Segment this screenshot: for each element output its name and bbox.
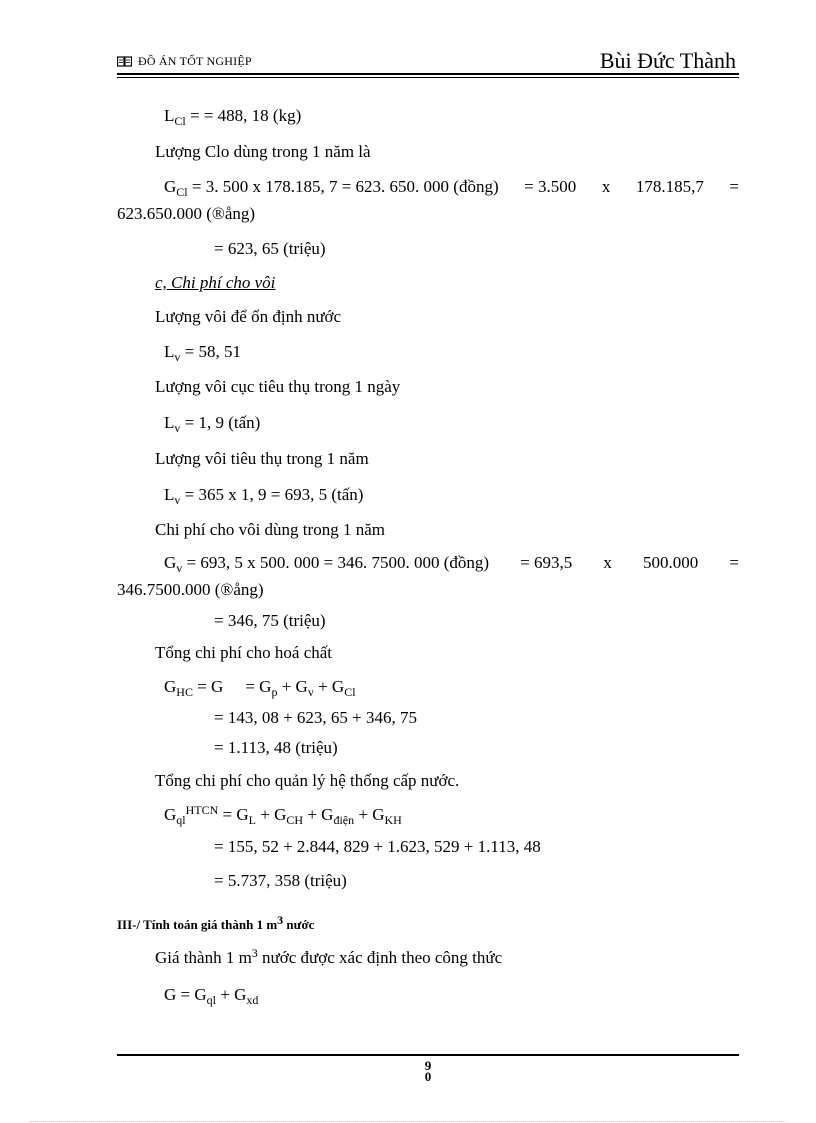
chi-phi-voi-text: Chi phí cho vôi dùng trong 1 năm [155, 520, 385, 539]
gcl-alt-2: x [601, 177, 611, 196]
page-edge [30, 1121, 786, 1122]
footer-rule [117, 1054, 739, 1056]
gcl-result: = 623, 65 (triệu) [214, 239, 326, 258]
section-iii-formula: $G = G_{ql} + G_{xd}$ [164, 985, 259, 1007]
lcl-line: $L_{Cl}$ = = 488, 18 (kg) [164, 106, 302, 128]
gv-continuation: 346.7500.000 (®ång) [117, 580, 264, 599]
ghc-result: = 1.113, 48 (triệu) [214, 738, 338, 757]
voi-ngay-text: Lượng vôi cục tiêu thụ trong 1 ngày [155, 377, 401, 396]
page-number: 9 0 [424, 1058, 432, 1084]
gv-alt-1: = 693,5 [520, 553, 573, 572]
gcl-formula: $G_{Cl} = 3$. 500 x 178.185, 7 = 623. 650. 000 (đồng) [164, 177, 499, 199]
tong-ql-text: Tổng chi phí cho quản lý hệ thống cấp nước. [155, 771, 460, 790]
gql-sum: = 155, 52 + 2.844, 829 + 1.623, 529 + 1.113, 48 [214, 837, 541, 856]
lv2-line: $L_v = 1$, 9 (tấn) [164, 413, 261, 435]
gv-alt-4: = [729, 553, 739, 572]
gv-result: = 346, 75 (triệu) [214, 611, 326, 630]
gv-formula: $G_v = 693$, 5 x 500. 000 = 346. 7500. 000 (đồng) [164, 553, 490, 575]
lv3-line: $L_v = 365$ x 1, 9 = 693, 5 (tấn) [164, 485, 364, 507]
lv1-line: $L_v = 58$, 51 [164, 342, 241, 364]
header-rule [117, 73, 739, 75]
gql-formula: $G_{ql}^{HTCN} = G_L + G_{CH} + G_{điện} + G_{KH}$ [164, 803, 402, 827]
header-rule-thin [117, 77, 739, 78]
section-iii-title: III-/ Tính toán giá thành 1 $m^3$ nước [117, 913, 315, 932]
clo-year-text: Lượng Clo dùng trong 1 năm là [155, 142, 371, 161]
gv-alt-3: 500.000 [643, 553, 699, 572]
section-iii-intro: Giá thành 1 $m^3$ nước được xác định theo công thức [155, 946, 503, 967]
header-title: ĐỒ ÁN TỐT NGHIỆP [138, 54, 252, 68]
ghc-formula: $G_{HC} = G = G_p + G_v + G_{Cl}$ [164, 677, 356, 699]
gql-result: = 5.737, 358 (triệu) [214, 871, 347, 890]
gcl-alt-3: 178.185,7 [635, 177, 704, 196]
gv-alt-2: x [603, 553, 612, 572]
gcl-continuation: 623.650.000 (®ång) [117, 204, 256, 223]
header-left [117, 54, 252, 69]
gv-row [164, 553, 739, 573]
author-name: Bùi Đức Thành [599, 48, 736, 73]
voi-nam-text: Lượng vôi tiêu thụ trong 1 năm [155, 449, 369, 468]
gcl-alt-4: = [729, 177, 739, 196]
gcl-alt-1: = 3.500 [524, 177, 577, 196]
tong-hoa-chat-text: Tổng chi phí cho hoá chất [155, 643, 333, 662]
book-icon [117, 56, 132, 67]
gcl-row [164, 177, 739, 197]
section-c-heading: c, Chi phí cho vôi [155, 273, 276, 292]
ghc-sum: = 143, 08 + 623, 65 + 346, 75 [214, 708, 418, 727]
voi-on-dinh-text: Lượng vôi để ổn định nước [155, 307, 342, 326]
